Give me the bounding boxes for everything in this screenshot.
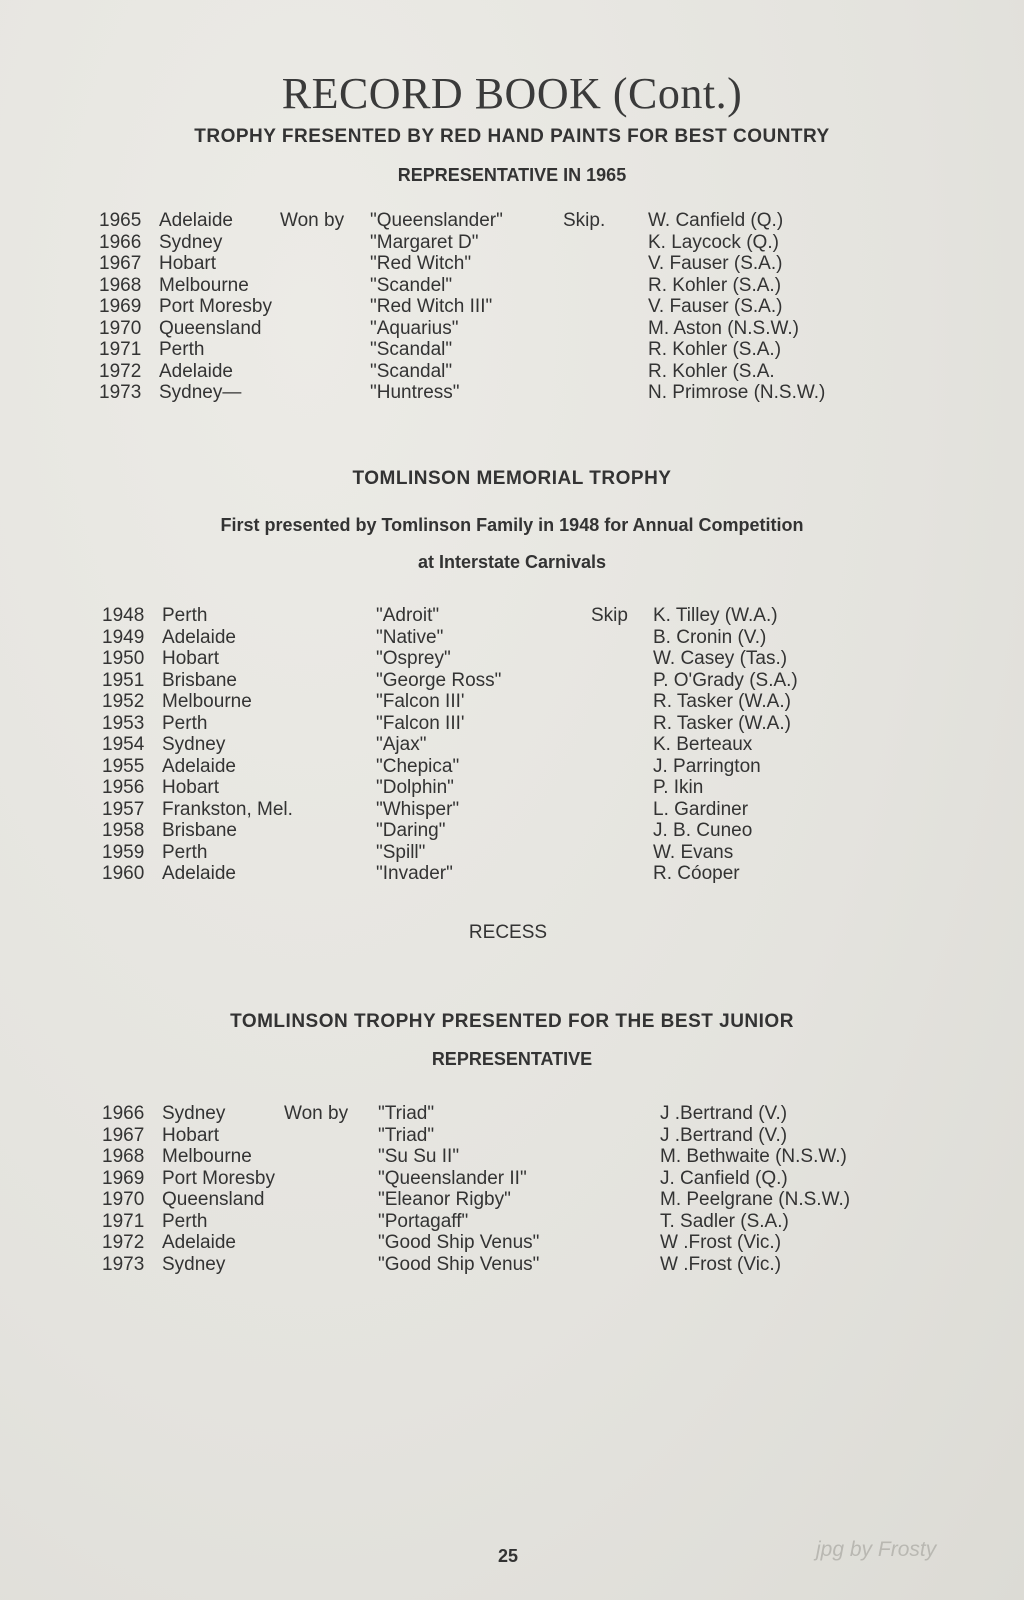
table-row	[0, 275, 1024, 297]
table-row	[0, 627, 1024, 649]
cell-boat: "Margaret D"	[370, 231, 479, 253]
section2-table	[0, 605, 1024, 885]
cell-winner: K. Berteaux	[653, 734, 753, 755]
cell-boat: "Queenslander"	[370, 210, 503, 231]
cell-place: Adelaide	[162, 755, 236, 777]
cell-boat: "Triad"	[378, 1103, 435, 1124]
cell-place: Perth	[162, 605, 208, 626]
cell-place: Queensland	[159, 317, 262, 339]
cell-winner: R. Tasker (W.A.)	[653, 712, 791, 734]
cell-winner: V. Fauser (S.A.)	[648, 296, 783, 317]
cell-winner: R. Kohler (S.A.	[648, 360, 775, 382]
cell-year: 1951	[102, 669, 145, 691]
cell-boat: "Chepica"	[376, 755, 460, 777]
cell-year: 1970	[102, 1189, 145, 1210]
cell-year: 1966	[102, 1103, 145, 1124]
cell-winner: W. Canfield (Q.)	[648, 210, 784, 231]
cell-place: Perth	[162, 1210, 208, 1232]
table-row	[0, 1254, 1024, 1276]
cell-winner: P. O'Grady (S.A.)	[653, 669, 798, 691]
cell-boat: "Osprey"	[376, 648, 451, 669]
cell-place: Brisbane	[162, 820, 237, 841]
cell-place: Hobart	[162, 1124, 220, 1146]
cell-year: 1953	[102, 712, 145, 734]
table-row	[0, 863, 1024, 885]
cell-boat: "Eleanor Rigby"	[378, 1189, 511, 1210]
section2-subheading1: First presented by Tomlinson Family in 1948 for Annual Competition	[220, 515, 804, 535]
cell-boat: "Queenslander II"	[378, 1167, 527, 1189]
cell-place: Sydney	[162, 1253, 226, 1275]
table-row	[0, 253, 1024, 275]
cell-year: 1959	[102, 841, 145, 863]
cell-place: Adelaide	[159, 360, 233, 382]
cell-place: Perth	[162, 712, 208, 734]
cell-winner: M. Aston (N.S.W.)	[648, 317, 799, 339]
table-row	[0, 1103, 1024, 1125]
cell-year: 1952	[102, 691, 145, 712]
table-row	[0, 691, 1024, 713]
cell-boat: "Good Ship Venus"	[378, 1232, 540, 1253]
section3-table	[0, 1103, 1024, 1275]
cell-winner: J. Canfield (Q.)	[660, 1167, 788, 1189]
cell-winner: R. Tasker (W.A.)	[653, 691, 791, 712]
cell-winner: J. Parrington	[653, 755, 761, 777]
cell-skip: Skip.	[563, 210, 606, 231]
table-row	[0, 713, 1024, 735]
cell-year: 1968	[102, 1146, 145, 1167]
cell-boat: "Scandal"	[370, 339, 453, 360]
cell-winner: B. Cronin (V.)	[653, 626, 767, 648]
cell-place: Perth	[159, 339, 205, 360]
cell-winner: R. Cóoper	[653, 863, 740, 884]
cell-year: 1948	[102, 605, 145, 626]
cell-place: Brisbane	[162, 669, 237, 691]
section1-subheading: REPRESENTATIVE IN 1965	[397, 165, 627, 185]
cell-place: Perth	[162, 841, 208, 863]
table-row	[0, 1146, 1024, 1168]
cell-winner: W .Frost (Vic.)	[660, 1253, 782, 1275]
cell-winner: J .Bertrand (V.)	[660, 1124, 788, 1146]
table-row	[0, 648, 1024, 670]
section3-heading: TOMLINSON TROPHY PRESENTED FOR THE BEST JUNIOR	[230, 1011, 794, 1032]
cell-winner: M. Peelgrane (N.S.W.)	[660, 1189, 851, 1210]
cell-boat: "Scandel"	[370, 274, 453, 296]
cell-boat: "Dolphin"	[376, 777, 454, 798]
cell-year: 1973	[99, 382, 142, 403]
table-row	[0, 339, 1024, 361]
watermark: jpg by Frosty	[816, 1538, 937, 1561]
cell-boat: "Whisper"	[376, 798, 460, 820]
cell-place: Adelaide	[159, 210, 233, 231]
section3-subheading: REPRESENTATIVE	[431, 1049, 593, 1069]
cell-year: 1950	[102, 648, 145, 669]
section2-subheading2: at Interstate Carnivals	[417, 552, 607, 572]
cell-year: 1969	[102, 1167, 145, 1189]
cell-year: 1958	[102, 820, 145, 841]
cell-boat: "Portagaff"	[378, 1210, 469, 1232]
cell-boat: "George Ross"	[376, 669, 502, 691]
cell-winner: R. Kohler (S.A.)	[648, 339, 782, 360]
cell-place: Adelaide	[162, 1232, 236, 1253]
cell-year: 1973	[102, 1253, 145, 1275]
cell-winner: P. Ikin	[653, 777, 704, 798]
page-number: 25	[497, 1546, 519, 1566]
cell-year: 1969	[99, 296, 142, 317]
cell-skip: Skip	[591, 605, 628, 626]
cell-boat: "Su Su II"	[378, 1146, 460, 1167]
cell-boat: "Triad"	[378, 1124, 435, 1146]
cell-year: 1971	[99, 339, 142, 360]
cell-place: Hobart	[162, 648, 220, 669]
page-title: RECORD BOOK (Cont.)	[281, 69, 743, 118]
cell-year: 1966	[99, 231, 142, 253]
table-row	[0, 1125, 1024, 1147]
cell-place: Port Moresby	[162, 1167, 275, 1189]
cell-boat: "Invader"	[376, 863, 453, 884]
cell-place: Sydney	[162, 1103, 226, 1124]
cell-year: 1972	[99, 360, 142, 382]
cell-place: Sydney—	[159, 382, 242, 403]
section1-table	[0, 210, 1024, 404]
table-row	[0, 210, 1024, 232]
cell-year: 1954	[102, 734, 145, 755]
table-row	[0, 361, 1024, 383]
table-row	[0, 1211, 1024, 1233]
table-row	[0, 318, 1024, 340]
table-row	[0, 232, 1024, 254]
section2-heading: TOMLINSON MEMORIAL TROPHY	[352, 468, 672, 489]
cell-boat: "Scandal"	[370, 360, 453, 382]
cell-winner: J .Bertrand (V.)	[660, 1103, 788, 1124]
cell-boat: "Spill"	[376, 841, 426, 863]
cell-winner: J. B. Cuneo	[653, 820, 753, 841]
table-row	[0, 756, 1024, 778]
cell-winner: R. Kohler (S.A.)	[648, 274, 782, 296]
table-row	[0, 777, 1024, 799]
cell-boat: "Red Witch III"	[370, 296, 493, 317]
cell-boat: "Ajax"	[376, 734, 427, 755]
cell-winner: W. Evans	[653, 841, 734, 863]
cell-winner: M. Bethwaite (N.S.W.)	[660, 1146, 847, 1167]
table-row	[0, 296, 1024, 318]
cell-place: Frankston, Mel.	[162, 798, 293, 820]
cell-year: 1971	[102, 1210, 145, 1232]
cell-year: 1968	[99, 274, 142, 296]
cell-boat: "Adroit"	[376, 605, 440, 626]
table-row	[0, 799, 1024, 821]
cell-year: 1955	[102, 755, 145, 777]
table-row	[0, 820, 1024, 842]
cell-boat: "Native"	[376, 626, 444, 648]
table-row	[0, 1232, 1024, 1254]
cell-boat: "Aquarius"	[370, 317, 459, 339]
table-row	[0, 1168, 1024, 1190]
table-row	[0, 1189, 1024, 1211]
cell-boat: "Daring"	[376, 820, 446, 841]
cell-place: Melbourne	[162, 691, 252, 712]
cell-place: Adelaide	[162, 626, 236, 648]
cell-place: Adelaide	[162, 863, 236, 884]
cell-place: Sydney	[162, 734, 226, 755]
cell-winner: V. Fauser (S.A.)	[648, 253, 783, 274]
cell-winner: W. Casey (Tas.)	[653, 648, 788, 669]
table-row	[0, 734, 1024, 756]
cell-year: 1957	[102, 798, 145, 820]
cell-boat: "Falcon III'	[376, 712, 465, 734]
cell-winner: T. Sadler (S.A.)	[660, 1210, 789, 1232]
cell-won: Won by	[280, 210, 345, 231]
cell-boat: "Good Ship Venus"	[378, 1253, 540, 1275]
cell-year: 1949	[102, 626, 145, 648]
cell-place: Melbourne	[162, 1146, 252, 1167]
cell-year: 1970	[99, 317, 142, 339]
table-row	[0, 605, 1024, 627]
cell-boat: "Red Witch"	[370, 253, 472, 274]
cell-place: Hobart	[162, 777, 220, 798]
cell-place: Port Moresby	[159, 296, 272, 317]
cell-year: 1960	[102, 863, 145, 884]
section1-heading: TROPHY FRESENTED BY RED HAND PAINTS FOR BEST COUNTRY	[194, 126, 830, 147]
table-row	[0, 670, 1024, 692]
cell-year: 1972	[102, 1232, 145, 1253]
recess-label: RECESS	[468, 922, 548, 943]
cell-place: Queensland	[162, 1189, 265, 1210]
cell-year: 1956	[102, 777, 145, 798]
cell-year: 1967	[99, 253, 142, 274]
cell-place: Sydney	[159, 231, 223, 253]
cell-place: Hobart	[159, 253, 217, 274]
cell-boat: "Falcon III'	[376, 691, 465, 712]
cell-place: Melbourne	[159, 274, 249, 296]
cell-winner: L. Gardiner	[653, 798, 749, 820]
cell-year: 1965	[99, 210, 142, 231]
cell-won: Won by	[284, 1103, 349, 1124]
cell-winner: N. Primrose (N.S.W.)	[648, 382, 826, 403]
cell-winner: W .Frost (Vic.)	[660, 1232, 782, 1253]
table-row	[0, 382, 1024, 404]
table-row	[0, 842, 1024, 864]
cell-winner: K. Laycock (Q.)	[648, 231, 779, 253]
cell-winner: K. Tilley (W.A.)	[653, 605, 778, 626]
cell-boat: "Huntress"	[370, 382, 460, 403]
cell-year: 1967	[102, 1124, 145, 1146]
